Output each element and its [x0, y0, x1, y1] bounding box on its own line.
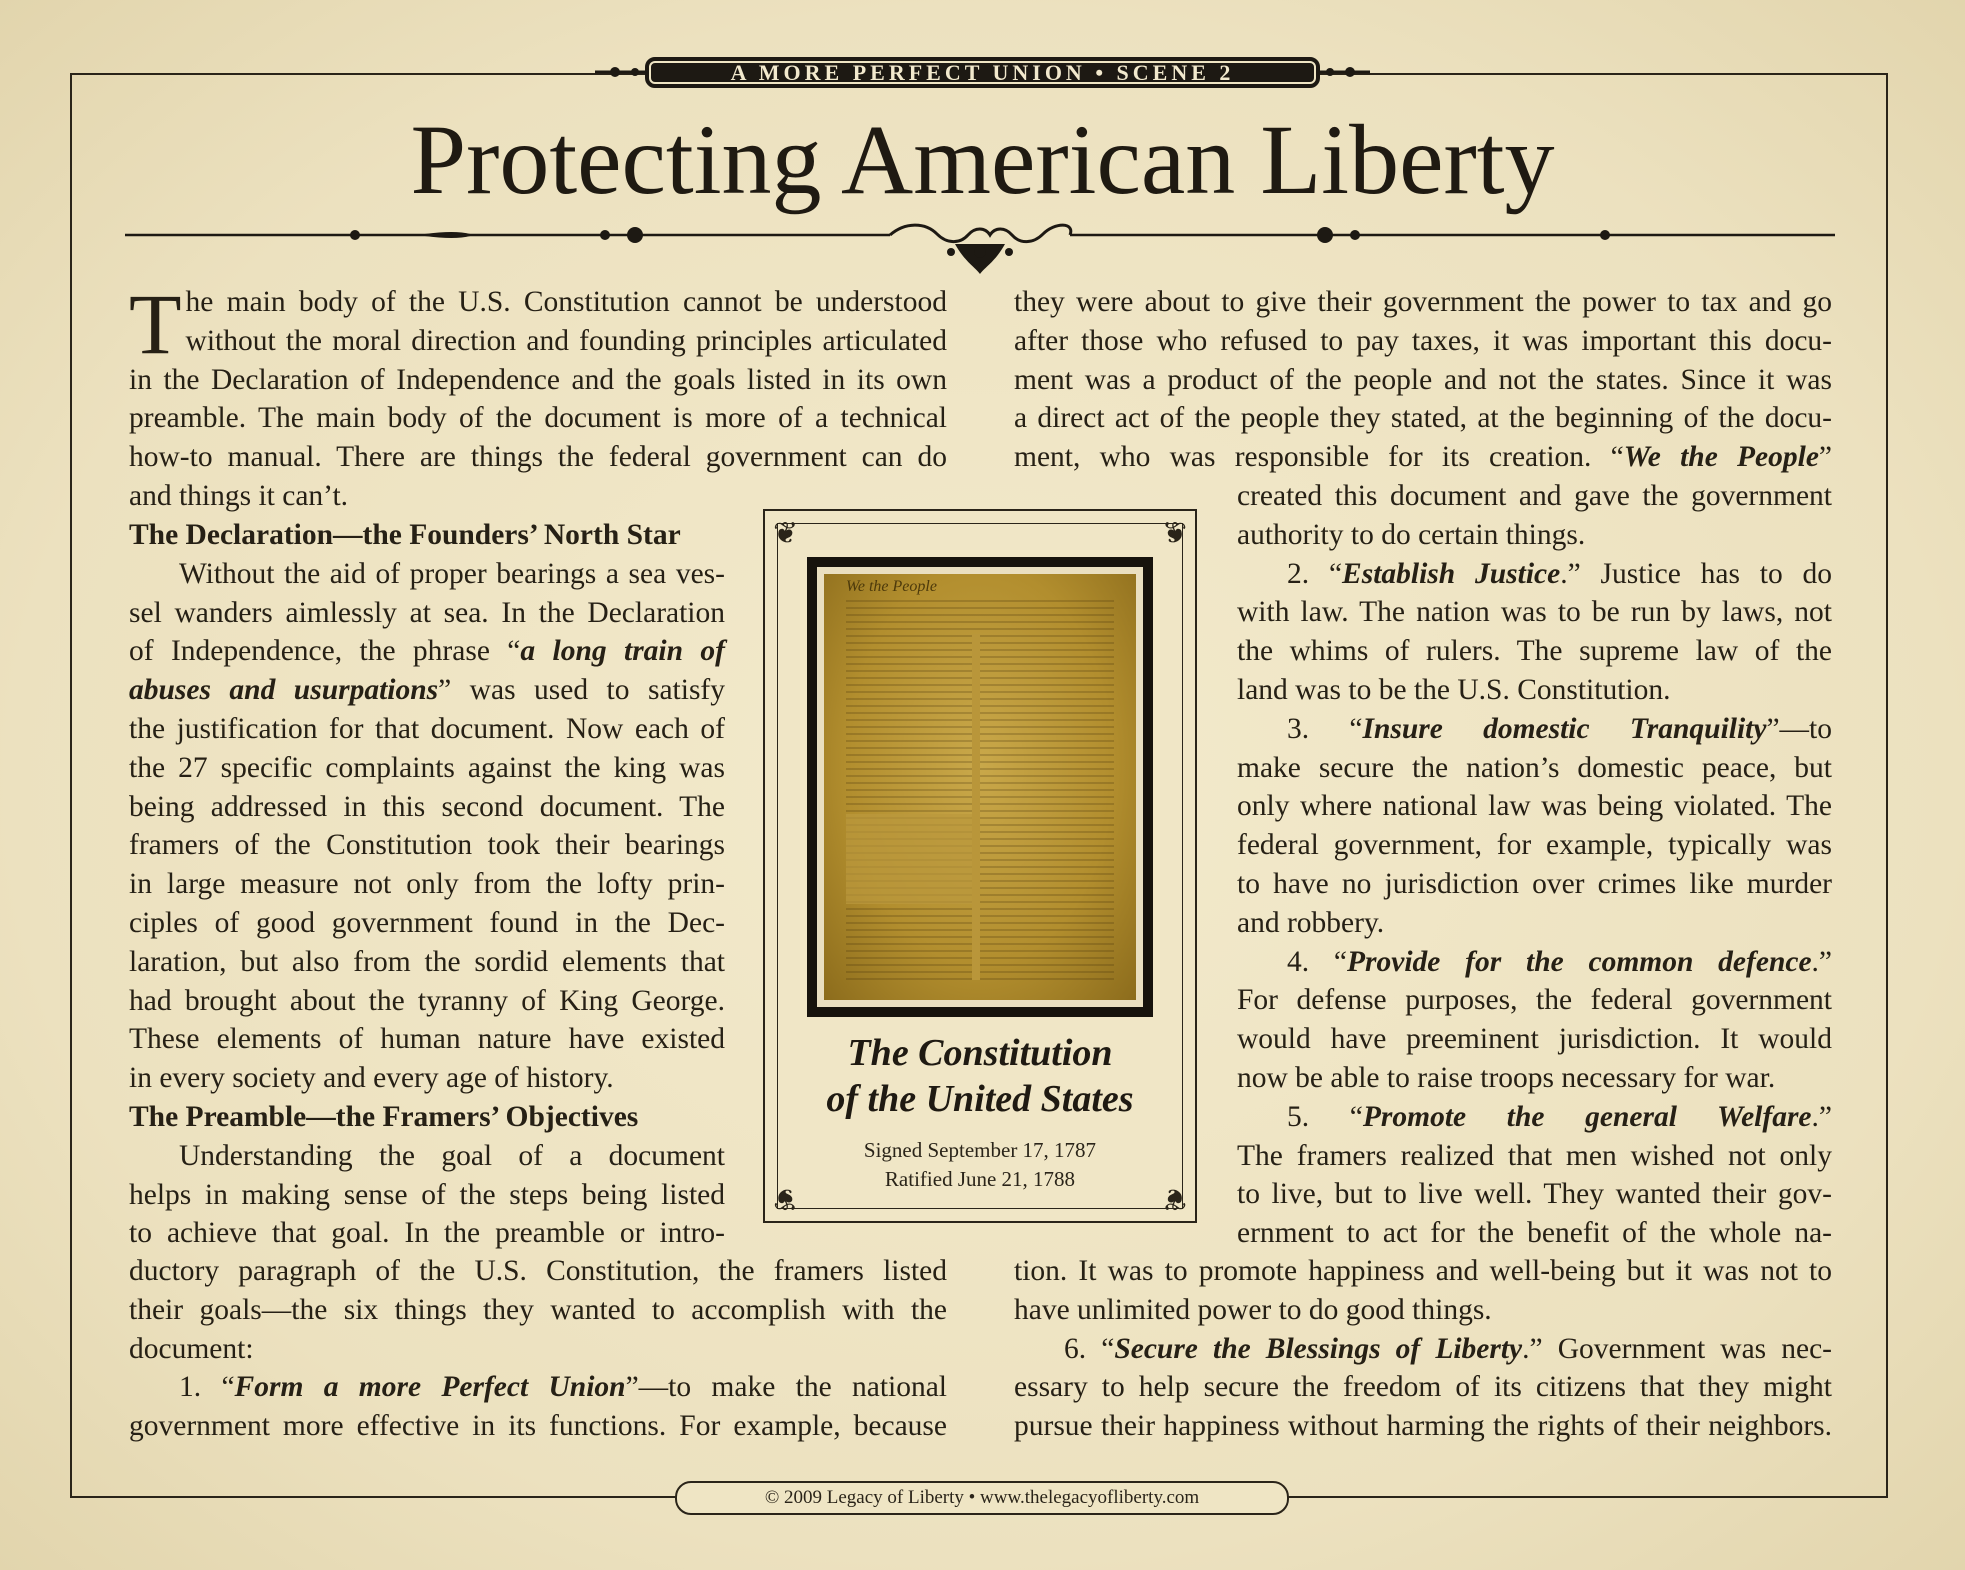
constitution-document-image [807, 557, 1153, 1017]
body-line: land was to be the U.S. Constitution. [1237, 673, 1671, 706]
image-caption-title: The Constitution of the United States [826, 1032, 1134, 1120]
body-line: ductory paragraph of the U.S. Constitution, the framers listed [129, 1255, 947, 1287]
right-narrow-column [1237, 477, 1832, 1253]
goal-emphasis: Insure domestic Tranquility [1362, 712, 1767, 745]
intro-line: and things it can’t. [129, 479, 349, 512]
body-line: the whims of rulers. The supreme law of the [1237, 635, 1832, 668]
body-line: the 27 specific complaints against the king was [129, 751, 725, 784]
signed-date: Signed September 17, 1787 [863, 1138, 1097, 1162]
body-line: they were about to give their government the power to tax and go [1014, 286, 1832, 318]
body-line: would have preeminent jurisdiction. It would [1237, 1023, 1832, 1056]
body-line: being addressed in this second document. The [129, 790, 725, 823]
body-line: framers of the Constitution took their bearings [129, 829, 725, 862]
body-line: document: [129, 1332, 254, 1365]
goal-emphasis: Establish Justice [1342, 557, 1561, 590]
quote-emphasis: We the People [1623, 441, 1819, 474]
body-line: their goals—the six things they wanted to accomplish with the [129, 1293, 947, 1326]
body-line: federal government, for example, typically was [1237, 829, 1832, 862]
body-line: make secure the nation’s domestic peace, but [1237, 751, 1832, 784]
goal-item-6: 6. “Secure the Blessings of Liberty.” Government was nec- [1064, 1332, 1833, 1365]
body-line: have unlimited power to do good things. [1014, 1293, 1492, 1326]
quote-emphasis: a long train of [520, 635, 725, 668]
body-line: now be able to raise troops necessary for war. [1237, 1061, 1776, 1094]
quote-emphasis: abuses and usurpations [129, 674, 439, 707]
intro-line: without the moral direction and founding principles articulated [185, 324, 947, 357]
page-title: Protecting American Liberty [410, 104, 1555, 215]
ratified-date: Ratified June 21, 1788 [884, 1167, 1076, 1191]
goal-emphasis: Provide for the common defence [1347, 945, 1812, 978]
goal-item-3: 3. “Insure domestic Tranquility”—to [1287, 712, 1833, 745]
body-line: ciples of good government found in the Dec- [129, 906, 725, 939]
leaf-corner-ornament-icon: ❦ [773, 1182, 799, 1215]
goal-emphasis: Promote the general Welfare [1362, 1100, 1812, 1133]
right-top-paragraph [1014, 283, 1832, 477]
body-line: Without the aid of proper bearings a sea ves- [179, 557, 725, 590]
intro-line: he main body of the U.S. Constitution cannot be understood [185, 286, 947, 318]
goal-emphasis: Form a more Perfect Union [234, 1371, 626, 1404]
body-line: ernment to act for the benefit of the whole na- [1237, 1217, 1832, 1250]
goal-item-2: 2. “Establish Justice.” Justice has to do [1287, 557, 1833, 590]
left-bottom-paragraph [129, 1252, 947, 1446]
parchment [824, 574, 1136, 1000]
body-line: a direct act of the people they stated, at the beginning of the docu- [1014, 402, 1832, 435]
body-line: only where national law was being violated. The [1237, 790, 1832, 823]
body-line: laration, but also from the sordid elements that [129, 945, 725, 978]
footer-copyright: © 2009 Legacy of Liberty • www.thelegacyofliberty.com [675, 1481, 1289, 1515]
body-line: Understanding the goal of a document [179, 1139, 725, 1172]
body-line: to achieve that goal. In the preamble or intro- [129, 1217, 725, 1250]
banner-label: A MORE PERFECT UNION • SCENE 2 [645, 57, 1320, 88]
intro-paragraph [129, 276, 947, 516]
section-heading-declaration: The Declaration—the Founders’ North Star [129, 519, 681, 551]
body-line: and robbery. [1237, 906, 1385, 939]
body-line: tion. It was to promote happiness and well-being but it was not to [1014, 1255, 1832, 1287]
body-line: ment was a product of the people and not the states. Since it was [1014, 363, 1832, 396]
body-line: The framers realized that men wished not only [1237, 1139, 1832, 1172]
body-line: ment, who was responsible for its creation. “We the People” [1014, 441, 1833, 474]
goal-item-5: 5. “Promote the general Welfare.” [1287, 1100, 1832, 1133]
body-line: pursue their happiness without harming the rights of their neighbors. [1014, 1410, 1832, 1443]
body-line: government more effective in its functions. For example, because [129, 1410, 947, 1443]
leaf-corner-ornament-icon: ❦ [773, 517, 799, 550]
body-line: of Independence, the phrase “a long train of [129, 635, 725, 668]
body-line: authority to do certain things. [1237, 518, 1586, 551]
title-divider-ornament [125, 222, 1835, 282]
body-line: created this document and gave the government [1237, 480, 1832, 512]
body-line: in every society and every age of history. [129, 1062, 614, 1095]
leaf-corner-ornament-icon: ❦ [1161, 517, 1187, 550]
section-heading-preamble: The Preamble—the Framers’ Objectives [129, 1100, 639, 1133]
intro-line: preamble. The main body of the document is more of a technical [129, 402, 947, 435]
body-line: in large measure not only from the lofty prin- [129, 868, 725, 901]
goal-emphasis: Secure the Blessings of Liberty [1114, 1332, 1523, 1365]
drop-cap: T [129, 276, 182, 372]
intro-line: in the Declaration of Independence and the goals listed in its own [129, 363, 947, 396]
body-line: abuses and usurpations” was used to satisfy [129, 674, 725, 707]
body-line: essary to help secure the freedom of its citizens that they might [1014, 1371, 1832, 1404]
body-line: to have no jurisdiction over crimes like murder [1237, 867, 1832, 900]
scene-banner [595, 50, 1370, 94]
body-line: after those who refused to pay taxes, it was important this docu- [1014, 324, 1832, 357]
body-line: to live, but to live well. They wanted their gov- [1237, 1178, 1832, 1211]
constitution-image-box [763, 509, 1197, 1223]
body-line: helps in making sense of the steps being listed [129, 1178, 725, 1211]
intro-line: how-to manual. There are things the federal government can do [129, 441, 947, 474]
document-heading: We the People [846, 578, 937, 595]
image-caption-dates [765, 1136, 1195, 1194]
body-line: the justification for that document. Now each of [129, 712, 725, 745]
left-narrow-column [129, 516, 725, 1253]
body-line: with law. The nation was to be run by laws, not [1237, 596, 1832, 629]
body-line: had brought about the tyranny of King George. [129, 984, 725, 1017]
body-line: sel wanders aimlessly at sea. In the Declaration [129, 596, 725, 629]
goal-item-1: 1. “Form a more Perfect Union”—to make the national [179, 1371, 947, 1404]
body-line: For defense purposes, the federal government [1237, 984, 1832, 1017]
right-bottom-paragraph [1014, 1252, 1832, 1446]
body-line: These elements of human nature have existed [129, 1023, 725, 1056]
leaf-corner-ornament-icon: ❦ [1161, 1182, 1187, 1215]
goal-item-4: 4. “Provide for the common defence.” [1287, 945, 1833, 978]
